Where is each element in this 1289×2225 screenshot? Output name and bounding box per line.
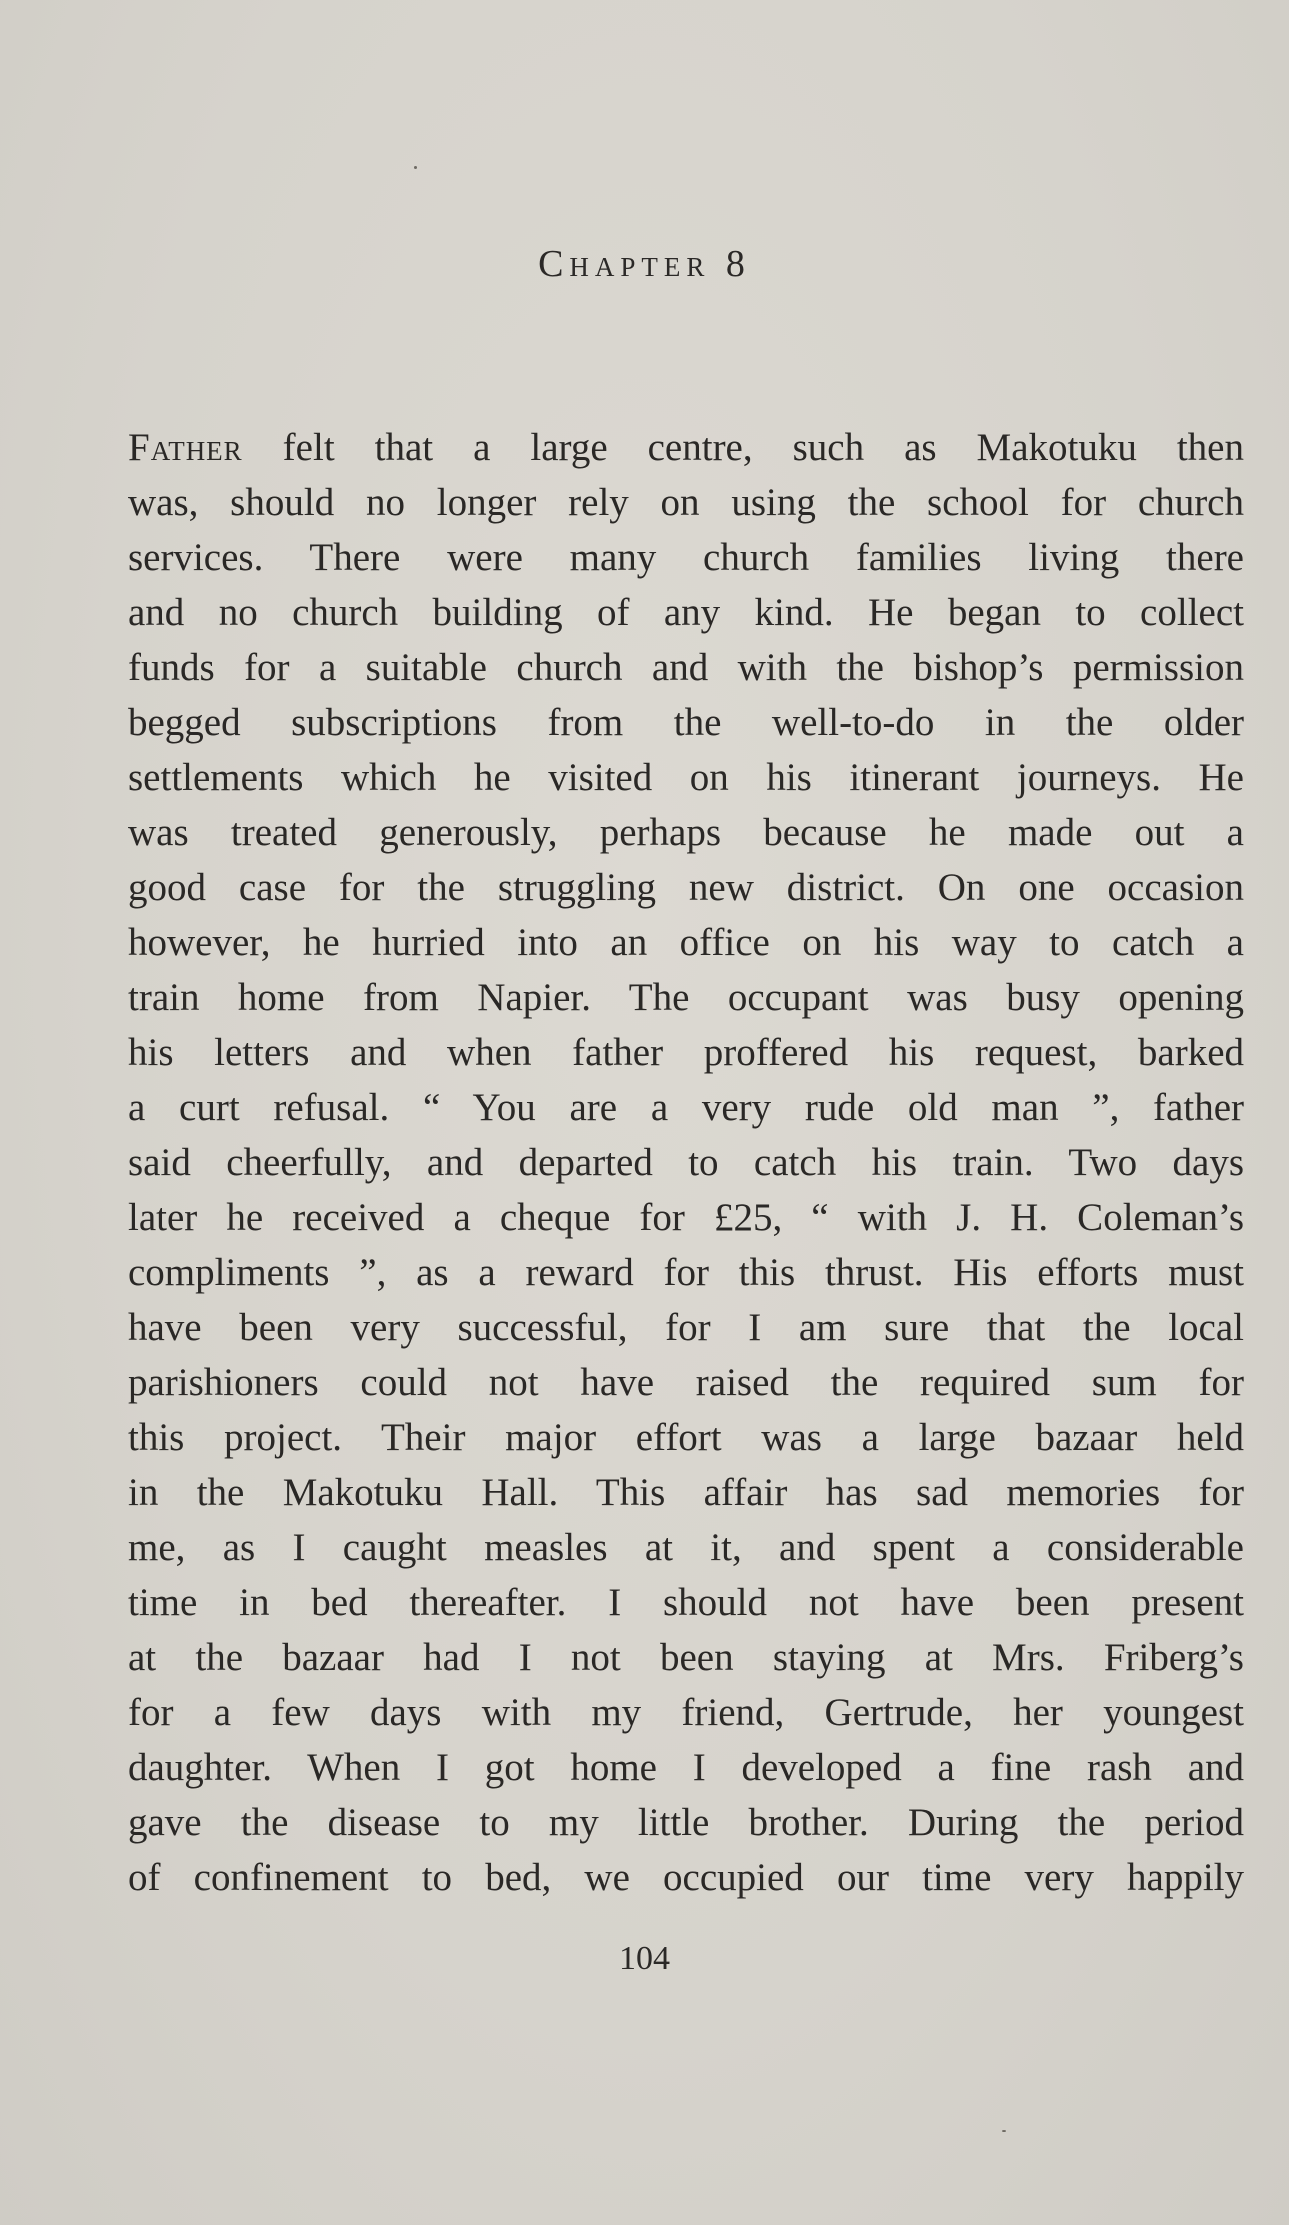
text-line: [128, 1685, 1244, 1740]
text-line: [128, 1300, 1244, 1355]
line-text: a curt refusal. “ You are a very rude old man ”, father: [128, 1086, 1244, 1129]
line-text: begged subscriptions from the well-to-do in the older: [128, 701, 1244, 744]
line-text: of confinement to bed, we occupied our time very happily: [128, 1856, 1244, 1899]
text-line: [128, 970, 1244, 1025]
text-line: [128, 1520, 1244, 1575]
text-line: [128, 585, 1244, 640]
line-text: me, as I caught measles at it, and spent a considerable: [128, 1526, 1244, 1569]
text-line: [128, 1025, 1244, 1080]
line-text: felt that a large centre, such as Makotuku then: [242, 426, 1244, 469]
line-text: services. There were many church families living there: [128, 536, 1244, 579]
text-line: [128, 1135, 1244, 1190]
paper-speck: [414, 166, 417, 169]
chapter-heading: [0, 242, 1289, 286]
text-line: [128, 1245, 1244, 1300]
text-line: [128, 1190, 1244, 1245]
text-line: [128, 1795, 1244, 1850]
line-text: time in bed thereafter. I should not have been present: [128, 1581, 1244, 1624]
line-text: funds for a suitable church and with the bishop’s permission: [128, 646, 1244, 689]
page-number: 104: [619, 1940, 670, 1977]
text-line: [128, 530, 1244, 585]
line-text: have been very successful, for I am sure that the local: [128, 1306, 1244, 1349]
line-text: was treated generously, perhaps because he made out a: [128, 811, 1244, 854]
text-line: [128, 750, 1244, 805]
line-text: daughter. When I got home I developed a fine rash and: [128, 1746, 1244, 1789]
line-text: gave the disease to my little brother. During the period: [128, 1801, 1244, 1844]
text-line: [128, 1465, 1244, 1520]
text-line: [128, 695, 1244, 750]
line-text: this project. Their major effort was a large bazaar held: [128, 1416, 1244, 1459]
text-line: [128, 915, 1244, 970]
line-text: train home from Napier. The occupant was busy opening: [128, 976, 1244, 1019]
line-text: in the Makotuku Hall. This affair has sad memories for: [128, 1471, 1244, 1514]
text-line: [128, 1410, 1244, 1465]
text-line: [128, 805, 1244, 860]
line-text: good case for the struggling new district. On one occasion: [128, 866, 1244, 909]
text-line: [128, 475, 1244, 530]
line-text: at the bazaar had I not been staying at Mrs. Friberg’s: [128, 1636, 1244, 1679]
paper-speck: [1002, 2130, 1006, 2132]
line-text: parishioners could not have raised the required sum for: [128, 1361, 1244, 1404]
text-line: [128, 1850, 1244, 1905]
text-line: [128, 1740, 1244, 1795]
chapter-heading-text: Chapter 8: [538, 243, 751, 285]
line-text: however, he hurried into an office on his way to catch a: [128, 921, 1244, 964]
line-text: for a few days with my friend, Gertrude, her youngest: [128, 1691, 1244, 1734]
text-line: [128, 860, 1244, 915]
line-text: settlements which he visited on his itinerant journeys. He: [128, 756, 1244, 799]
text-line: [128, 640, 1244, 695]
text-line: [128, 1355, 1244, 1410]
lead-word: Father: [128, 426, 243, 469]
line-text: compliments ”, as a reward for this thrust. His efforts must: [128, 1251, 1244, 1294]
text-line: [128, 1575, 1244, 1630]
line-text: was, should no longer rely on using the school for church: [128, 481, 1244, 524]
text-line: [128, 1080, 1244, 1135]
line-text: said cheerfully, and departed to catch his train. Two days: [128, 1141, 1244, 1184]
text-line: [128, 1630, 1244, 1685]
line-text: and no church building of any kind. He began to collect: [128, 591, 1244, 634]
line-text: his letters and when father proffered his request, barked: [128, 1031, 1244, 1074]
line-text: later he received a cheque for £25, “ with J. H. Coleman’s: [128, 1196, 1244, 1239]
text-line: [128, 420, 1244, 475]
body-text: [128, 420, 1244, 1905]
